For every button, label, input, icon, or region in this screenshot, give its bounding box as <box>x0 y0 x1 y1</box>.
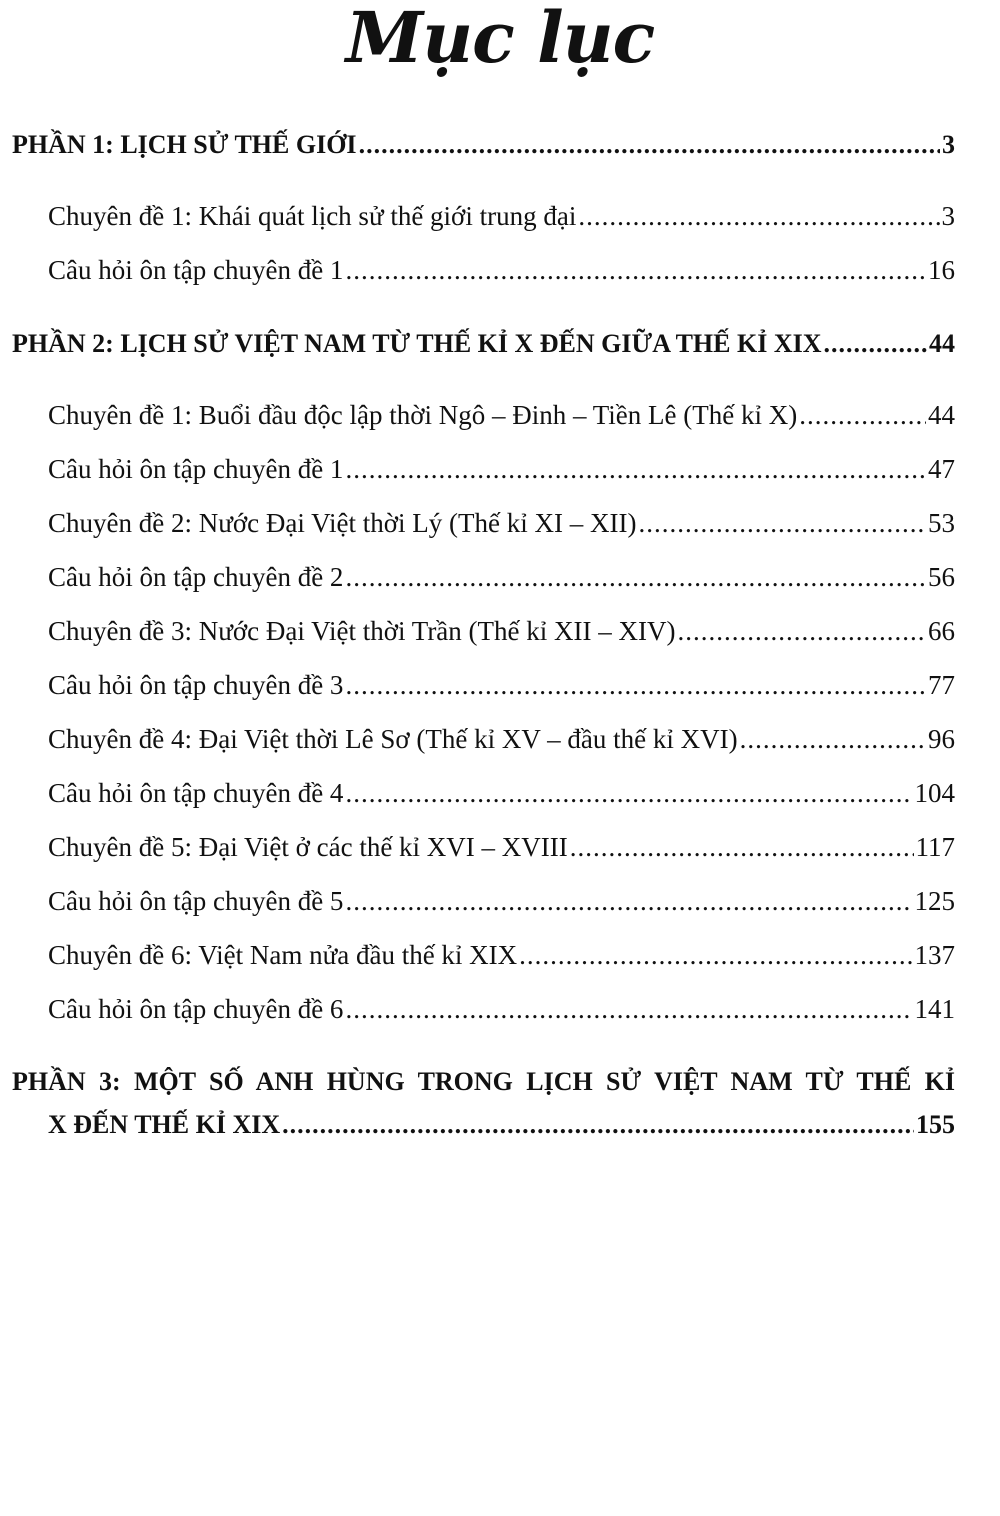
toc-page-number: 16 <box>928 255 955 285</box>
dot-leader <box>740 722 926 756</box>
toc-page-number: 47 <box>928 454 955 484</box>
toc-page-number: 44 <box>929 329 955 358</box>
toc-item-label: Câu hỏi ôn tập chuyên đề 3 <box>48 670 344 700</box>
page-title: Mục lục <box>345 0 655 79</box>
toc-item-label: Chuyên đề 2: Nước Đại Việt thời Lý (Thế kỉ XI – XII) <box>48 508 637 538</box>
toc-page-number: 137 <box>914 940 955 970</box>
toc-part-1[interactable] <box>12 128 955 162</box>
toc-page-number: 155 <box>916 1110 955 1139</box>
toc-page-number: 125 <box>914 886 955 916</box>
dot-leader <box>345 452 926 486</box>
toc-part-label: PHẦN 2: LỊCH SỬ VIỆT NAM TỪ THẾ KỈ X ĐẾN GIỮA THẾ KỈ XIX <box>12 329 822 358</box>
dot-leader <box>519 938 912 972</box>
dot-leader <box>345 884 912 918</box>
toc-item-label: Câu hỏi ôn tập chuyên đề 2 <box>48 562 344 592</box>
dot-leader <box>345 992 912 1026</box>
toc-item[interactable] <box>48 253 955 287</box>
dot-leader <box>638 506 926 540</box>
toc-item-label: Câu hỏi ôn tập chuyên đề 4 <box>48 778 344 808</box>
toc-item[interactable] <box>48 884 955 918</box>
toc-page-number: 96 <box>928 724 955 754</box>
toc-item-label: Chuyên đề 1: Khái quát lịch sử thế giới trung đại <box>48 201 577 231</box>
toc-item[interactable] <box>48 452 955 486</box>
dot-leader <box>677 614 926 648</box>
toc-item[interactable] <box>48 938 955 972</box>
toc-item[interactable] <box>48 722 955 756</box>
dot-leader <box>345 776 912 810</box>
toc-item-label: Chuyên đề 3: Nước Đại Việt thời Trần (Thế kỉ XII – XIV) <box>48 616 676 646</box>
dot-leader <box>345 560 926 594</box>
toc-item[interactable] <box>48 776 955 810</box>
toc-item[interactable] <box>48 614 955 648</box>
toc-item[interactable] <box>48 830 955 864</box>
toc-page-number: 3 <box>941 201 955 231</box>
dot-leader <box>359 128 940 162</box>
dot-leader <box>570 830 914 864</box>
toc-page-number: 66 <box>928 616 955 646</box>
toc-page-number: 104 <box>914 778 955 808</box>
toc-page-number: 77 <box>928 670 955 700</box>
dot-leader <box>345 253 926 287</box>
toc-page-number: 56 <box>928 562 955 592</box>
toc-item[interactable] <box>48 506 955 540</box>
toc-item[interactable] <box>48 560 955 594</box>
dot-leader <box>824 327 927 361</box>
toc-part-label: X ĐẾN THẾ KỈ XIX <box>48 1110 281 1139</box>
toc-item-label: Chuyên đề 5: Đại Việt ở các thế kỉ XVI – XVIII <box>48 832 568 862</box>
toc-item[interactable] <box>48 992 955 1026</box>
dot-leader <box>282 1108 914 1142</box>
toc-item-label: Câu hỏi ôn tập chuyên đề 1 <box>48 454 344 484</box>
toc-item[interactable] <box>48 199 955 233</box>
toc-page-number: 44 <box>928 400 955 430</box>
toc-part-2[interactable] <box>12 327 955 361</box>
toc-part-label: PHẦN 1: LỊCH SỬ THẾ GIỚI <box>12 130 357 159</box>
toc-page-number: 117 <box>915 832 955 862</box>
toc-item-label: Chuyên đề 4: Đại Việt thời Lê Sơ (Thế kỉ XV – đầu thế kỉ XVI) <box>48 724 738 754</box>
dot-leader <box>799 398 926 432</box>
toc-page-number: 141 <box>914 994 955 1024</box>
toc-page-number: 3 <box>942 130 955 159</box>
dot-leader <box>578 199 939 233</box>
toc-page-number: 53 <box>928 508 955 538</box>
toc-part-3-line-1[interactable]: PHẦN 3: MỘT SỐ ANH HÙNG TRONG LỊCH SỬ VIỆT NAM TỪ THẾ KỈ <box>12 1067 955 1096</box>
toc-item-label: Chuyên đề 1: Buổi đầu độc lập thời Ngô – Đinh – Tiền Lê (Thế kỉ X) <box>48 400 798 430</box>
toc-item-label: Câu hỏi ôn tập chuyên đề 5 <box>48 886 344 916</box>
toc-item-label: Câu hỏi ôn tập chuyên đề 1 <box>48 255 344 285</box>
dot-leader <box>345 668 926 702</box>
toc-item-label: Chuyên đề 6: Việt Nam nửa đầu thế kỉ XIX <box>48 940 518 970</box>
toc-item[interactable] <box>48 398 955 432</box>
toc-item[interactable] <box>48 668 955 702</box>
toc-item-label: Câu hỏi ôn tập chuyên đề 6 <box>48 994 344 1024</box>
toc-part-3[interactable] <box>48 1108 955 1142</box>
